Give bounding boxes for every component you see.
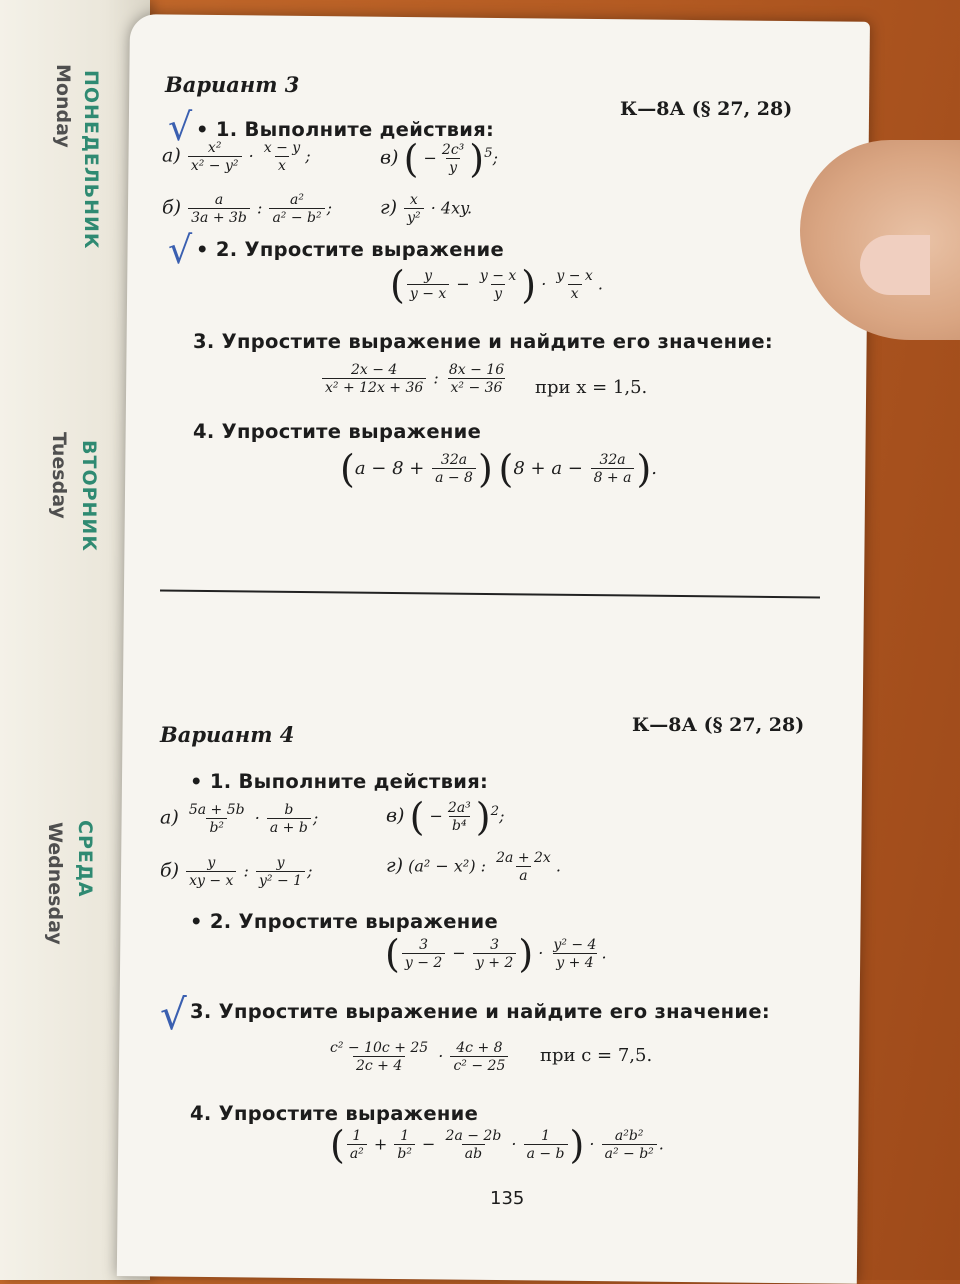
v3-1g: г) $\frac{x}{\text{y²}}$ · 4xy. xyxy=(380,192,473,226)
v4-task1: • 1. Выполните действия: xyxy=(190,770,489,793)
label-b: б) xyxy=(162,196,182,219)
v3-4-expr: (a − 8 + $\frac{32a}{a - 8}$ ) (8 + a − $\frac{32a}{8 + a}$ ). xyxy=(340,447,658,491)
v3-task3: 3. Упростите выражение и найдите его значение: xyxy=(193,330,773,353)
day-tuesday xyxy=(78,440,100,552)
day-wednesday xyxy=(74,820,96,897)
v4-1a: а) $\frac{5a + 5b}{\text{b²}}$ · $\frac{b}{a + b}$ ; xyxy=(160,802,319,836)
label-v: в) xyxy=(380,146,399,169)
checkmark-icon: √ xyxy=(168,228,193,272)
v3-task1: • 1. Выполните действия: xyxy=(196,118,495,141)
v4-task2: • 2. Упростите выражение xyxy=(190,910,499,933)
v3-task4: 4. Упростите выражение xyxy=(193,420,482,443)
day-ru: СРЕДА xyxy=(74,820,96,898)
day-en: Monday xyxy=(52,64,74,148)
variant3-title: Вариант 3 xyxy=(165,72,300,97)
v4-task3: 3. Упростите выражение и найдите его значение: xyxy=(190,1000,770,1023)
v3-3-expr: $\frac{2x - 4}{\text{x² + 12x + 36}}$ : $\frac{8x - 16}{\text{x² − 36}}$ xyxy=(320,362,509,396)
day-ru: ВТОРНИК xyxy=(78,440,100,552)
label-b: б) xyxy=(160,859,180,882)
v4-1v: в) ( − $\frac{\text{2a³}}{\text{b⁴}}$ )$^2$; xyxy=(386,795,505,839)
v3-2-expr: ( $\frac{y}{y - x}$ − $\frac{y - x}{y}$ ) · $\frac{y - x}{x}$ . xyxy=(390,263,603,307)
day-wednesday-en xyxy=(44,822,66,945)
variant4-code: К—8А (§ 27, 28) xyxy=(632,714,805,736)
v3-3-cond: при x = 1,5. xyxy=(535,377,648,398)
v4-4-expr: ( $\frac{1}{\text{a²}}$ + $\frac{1}{\text{b²}}$ − $\frac{2a - 2b}{ab}$ · $\frac{1}{a - b}$ ) · $\frac{\text{a²b²}}{\text{a² − b²}}$ . xyxy=(330,1123,664,1167)
checkmark-icon: √ xyxy=(160,990,187,1039)
day-en: Wednesday xyxy=(44,822,66,945)
day-ru: ПОНЕДЕЛЬНИК xyxy=(80,70,102,250)
day-monday-en xyxy=(52,64,74,148)
v3-1a: а) $\frac{\text{x²}}{\text{x² − y²}}$ · $\frac{x - y}{x}$ ; xyxy=(162,140,311,174)
v4-3-cond: при c = 7,5. xyxy=(540,1045,653,1066)
label-v: в) xyxy=(386,804,405,827)
v3-task2: • 2. Упростите выражение xyxy=(196,238,505,261)
v4-3-expr: $\frac{\text{c² − 10c + 25}}{2c + 4}$ · $\frac{4c + 8}{\text{c² − 25}}$ xyxy=(325,1040,510,1074)
v3-1v: в) ( − $\frac{\text{2c³}}{y}$ )$^5$; xyxy=(380,137,498,181)
label-a: а) xyxy=(162,144,181,167)
label-g: г) xyxy=(380,196,398,219)
variant3-code: К—8А (§ 27, 28) xyxy=(620,98,793,120)
v3-1b: б) $\frac{a}{3a + 3b}$ : $\frac{\text{a²}}{\text{a² − b²}}$ ; xyxy=(162,192,332,226)
label-a: а) xyxy=(160,806,179,829)
page-number: 135 xyxy=(490,1188,525,1209)
v4-task4: 4. Упростите выражение xyxy=(190,1102,479,1125)
v4-2-expr: ( $\frac{3}{y - 2}$ − $\frac{3}{y + 2}$ ) · $\frac{\text{y² − 4}}{y + 4}$ . xyxy=(385,932,607,976)
day-en: Tuesday xyxy=(48,432,70,519)
variant4-title: Вариант 4 xyxy=(160,722,295,747)
v4-1g: г) (a² − x²) : $\frac{2a + 2x}{a}$ . xyxy=(386,850,561,884)
v4-1b: б) $\frac{y}{xy - x}$ : $\frac{y}{\text{y² − 1}}$ ; xyxy=(160,855,313,889)
day-tuesday-en xyxy=(48,432,70,519)
day-monday xyxy=(80,70,102,249)
label-g: г) xyxy=(386,854,404,877)
thumb-nail xyxy=(860,235,930,295)
checkmark-icon: √ xyxy=(168,105,193,149)
